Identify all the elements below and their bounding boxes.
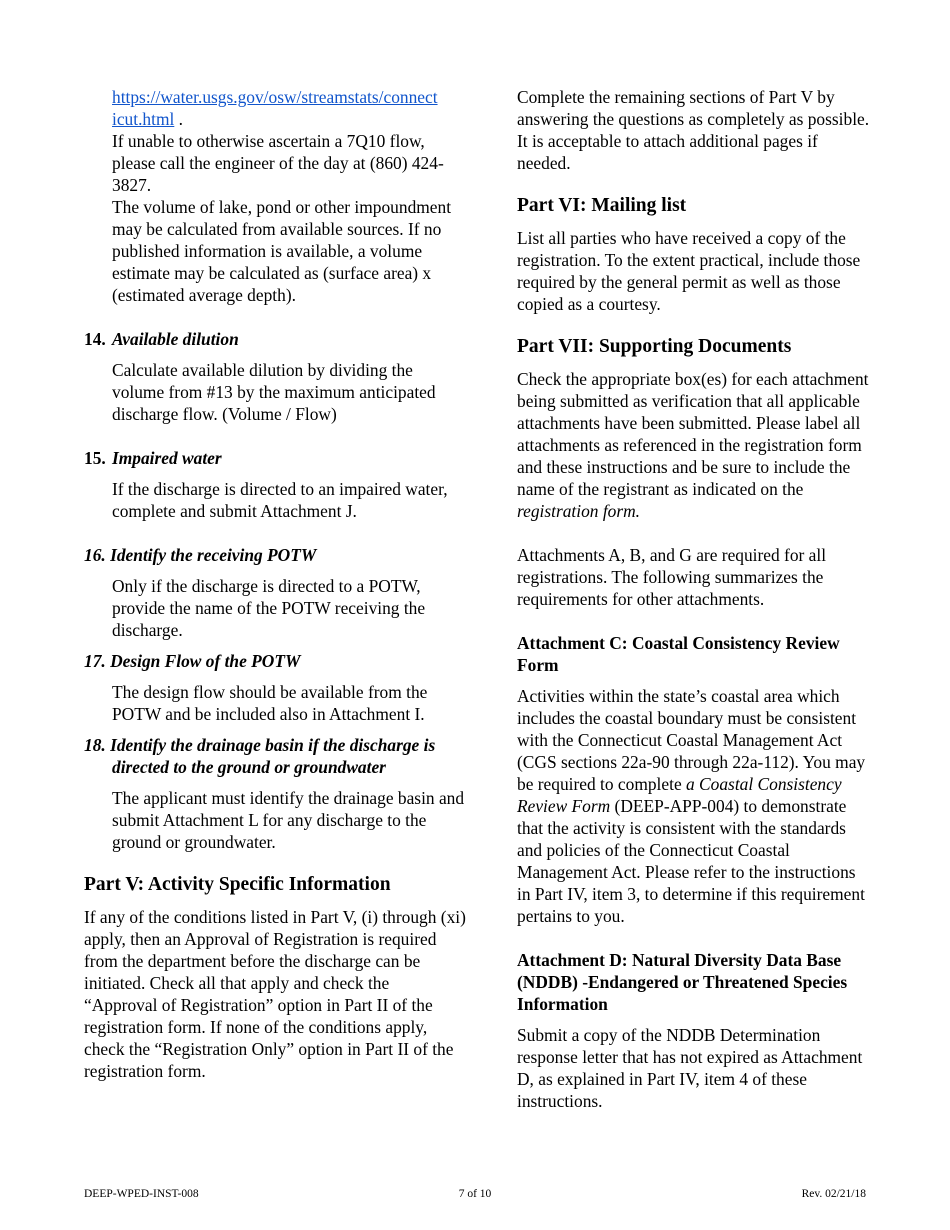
attachments-summary: Attachments A, B, and G are required for all registrations. The following summarizes the requirements for other attachments. bbox=[517, 545, 827, 609]
part-7-title: Part VII: Supporting Documents bbox=[517, 336, 792, 357]
attachment-d-body: Submit a copy of the NDDB Determination response letter that has not expired as Attachment D, as explained in Part IV, item 4 of these instructions. bbox=[517, 1025, 863, 1111]
part-5-intro: Complete the remaining sections of Part V by answering the questions as completely as possible. It is acceptable to attach additional pages if needed. bbox=[517, 87, 870, 173]
item-14-heading: 14. Available dilution bbox=[84, 329, 239, 349]
footer-page-number: 7 of 10 bbox=[458, 1188, 492, 1200]
item-17-heading: 17. Design Flow of the POTW bbox=[84, 651, 301, 671]
part-6-title: Part VI: Mailing list bbox=[517, 195, 687, 216]
item-18-heading: 18. Identify the drainage basin if the discharge is directed to the ground or groundwater bbox=[84, 735, 436, 777]
item-15-heading: 15. Impaired water bbox=[84, 448, 222, 468]
item-15-body: If the discharge is directed to an impaired water, complete and submit Attachment J. bbox=[112, 479, 448, 521]
footer-revision: Rev. 02/21/18 bbox=[801, 1188, 866, 1200]
item-16-body: Only if the discharge is directed to a POTW, provide the name of the POTW receiving the discharge. bbox=[112, 576, 426, 640]
right-column bbox=[517, 84, 873, 1112]
part-5-title: Part V: Activity Specific Information bbox=[84, 874, 391, 895]
attachment-c-title: Attachment C: Coastal Consistency Review Form bbox=[517, 633, 840, 675]
item-16-heading: 16. Identify the receiving POTW bbox=[84, 545, 317, 565]
item-17-body: The design flow should be available from the POTW and be included also in Attachment I. bbox=[112, 682, 428, 724]
left-column bbox=[84, 84, 466, 1082]
attachment-d-title: Attachment D: Natural Diversity Data Base (NDDB) -Endangered or Threatened Species Information bbox=[517, 950, 848, 1014]
streamstats-link[interactable]: https://water.usgs.gov/osw/streamstats/connect icut.html bbox=[112, 87, 438, 129]
item-18-body: The applicant must identify the drainage basin and submit Attachment L for any discharge to the ground or groundwater. bbox=[112, 788, 465, 852]
item-14-body: Calculate available dilution by dividing the volume from #13 by the maximum anticipated discharge flow. (Volume / Flow) bbox=[112, 360, 436, 424]
part-5-body: If any of the conditions listed in Part V, (i) through (xi) apply, then an Approval of Registration is required from the department before the discharge can be initiated. Check all that apply and check the “Approval of Registration” option in Part II of the registration form. If none of the conditions apply, check the “Registration Only” option in Part II of the registration form. bbox=[84, 907, 466, 1081]
part-7-body: Check the appropriate box(es) for each attachment being submitted as verification that all applicable attachments have been submitted. Please label all attachments as referenced in the registration form and these instructions and be sure to include the name of the registrant as indicated on the registration form. bbox=[517, 369, 869, 521]
attachment-c-body: Activities within the state’s coastal area which includes the coastal boundary must be consistent with the Connecticut Coastal Management Act (CGS sections 22a-90 through 22a-112). You may be required to complete a Coastal Consistency Review Form (DEEP-APP-004) to demonstrate that the activity is consistent with the standards and policies of the Connecticut Coastal Management Act. Please refer to the instructions in Part IV, item 3, to determine if this requirement pertains to you. bbox=[517, 686, 866, 926]
streamstats-link-paragraph: https://water.usgs.gov/osw/streamstats/connect icut.html . bbox=[112, 87, 438, 129]
7q10-paragraph: If unable to otherwise ascertain a 7Q10 flow, please call the engineer of the day at (860) 424-3827. bbox=[112, 131, 444, 195]
volume-paragraph: The volume of lake, pond or other impoundment may be calculated from available sources. If no published information is available, a volume estimate may be calculated as (surface area) x (estimated average depth). bbox=[112, 197, 452, 305]
footer-doc-id: DEEP-WPED-INST-008 bbox=[84, 1188, 199, 1200]
part-6-body: List all parties who have received a copy of the registration. To the extent practical, include those required by the general permit as well as those copied as a courtesy. bbox=[517, 228, 861, 314]
